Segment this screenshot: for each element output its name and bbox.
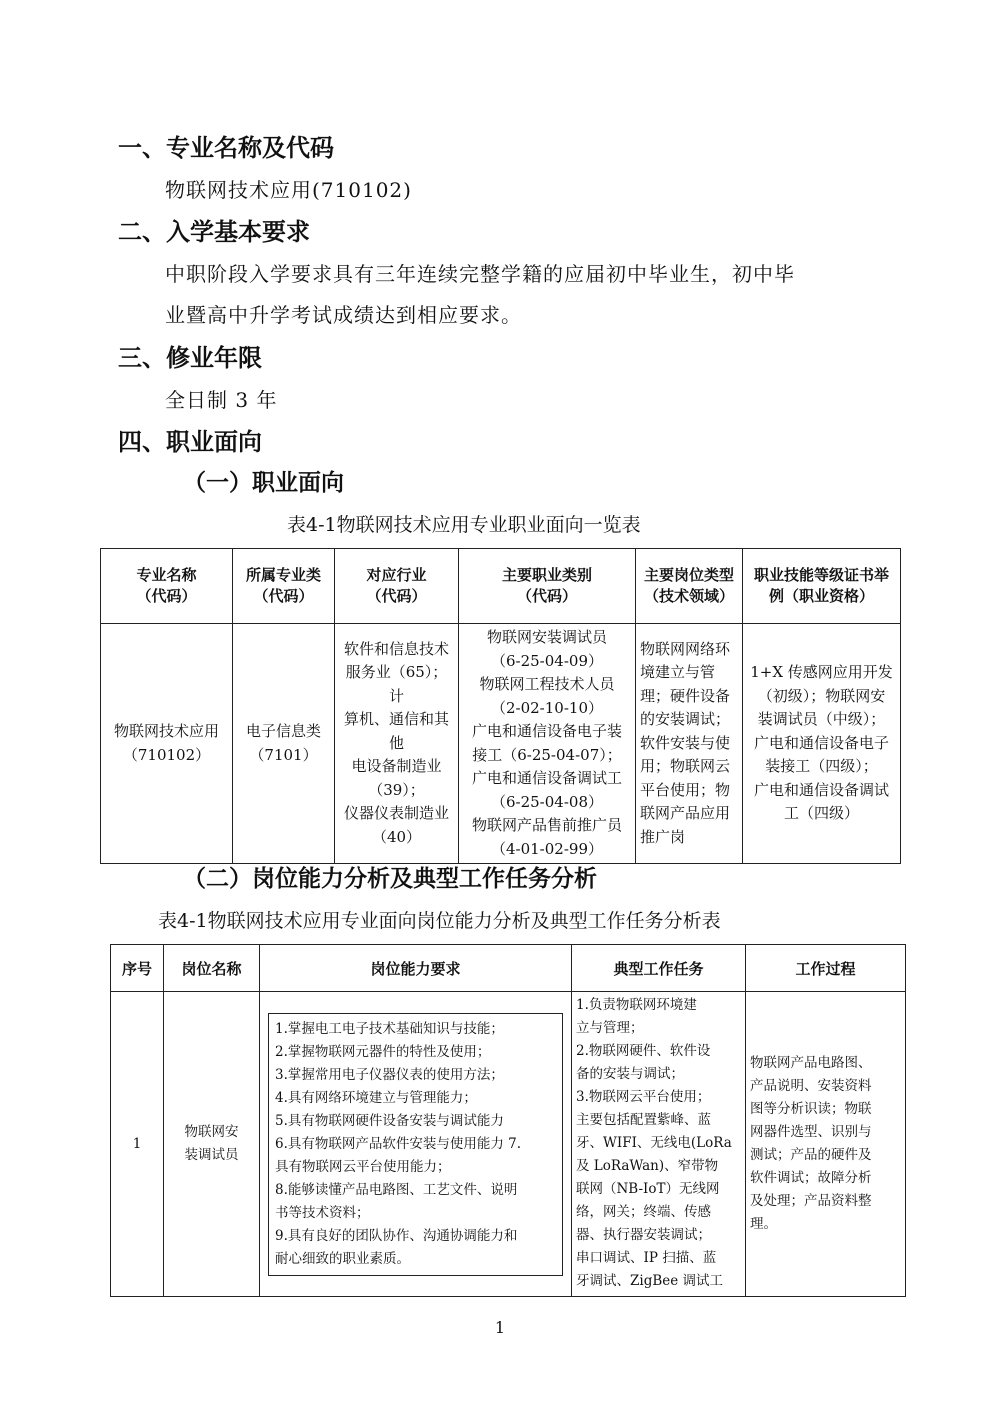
cell-post-name: 物联网安 装调试员 — [164, 992, 260, 1297]
section-heading-2: 二、入学基本要求 — [118, 218, 310, 246]
admission-text-line1: 中职阶段入学要求具有三年连续完整学籍的应届初中毕业生，初中毕 — [165, 262, 795, 286]
header-major-name: 专业名称 （代码） — [101, 549, 233, 624]
table-header-row — [101, 549, 901, 624]
cell-tasks: 1.负责物联网环境建 立与管理； 2.物联网硬件、软件设 备的安装与调试； 3.物联网云平台使用； 主要包括配置紫峰、蓝 牙、WIFI、无线电(LoRa 及 LoRaWan)、窄带物 联网（NB-IoT）无线网 络，网关；终端、传感 器、执行器安装调试； 串口调试、IP 扫描、蓝 牙调试、ZigBee 调试工 — [572, 992, 746, 1297]
section-heading-3: 三、修业年限 — [118, 344, 262, 372]
header-post-type: 主要岗位类型 （技术领域） — [636, 549, 743, 624]
table-row — [111, 992, 906, 1297]
header-major-category: 所属专业类 （代码） — [233, 549, 335, 624]
header-process: 工作过程 — [746, 945, 906, 992]
admission-text-line2: 业暨高中升学考试成绩达到相应要求。 — [165, 303, 522, 327]
header-tasks: 典型工作任务 — [572, 945, 746, 992]
page-number: 1 — [494, 1318, 506, 1337]
cell-process: 物联网产品电路图、 产品说明、安装资料 图等分析识读；物联 网器件选型、识别与 测试；产品的硬件及 软件调试；故障分析 及处理；产品资料整 理。 — [746, 992, 906, 1297]
table2-caption: 表4-1物联网技术应用专业面向岗位能力分析及典型工作任务分析表 — [158, 910, 721, 932]
header-industry: 对应行业 （代码） — [335, 549, 459, 624]
cell-major-name: 物联网技术应用 （710102） — [101, 624, 233, 864]
header-index: 序号 — [111, 945, 164, 992]
section-heading-1: 一、专业名称及代码 — [118, 134, 334, 162]
cell-occupation: 物联网安装调试员 （6-25-04-09） 物联网工程技术人员 （2-02-10-10） 广电和通信设备电子装 接工（6-25-04-07）； 广电和通信设备调试工 （6-25-04-08） 物联网产品售前推广员 （4-01-02-99） — [459, 624, 636, 864]
header-post-name: 岗位名称 — [164, 945, 260, 992]
header-occupation: 主要职业类别 （代码） — [459, 549, 636, 624]
table-header-row — [111, 945, 906, 992]
career-orientation-table — [100, 548, 901, 864]
header-certificate: 职业技能等级证书举 例（职业资格） — [743, 549, 901, 624]
cell-index: 1 — [111, 992, 164, 1297]
cell-post-type: 物联网网络环 境建立与管 理；硬件设备 的安装调试； 软件安装与使 用；物联网云 平台使用；物 联网产品应用 推广岗 — [636, 624, 743, 864]
major-name-text: 物联网技术应用(710102) — [165, 178, 412, 202]
duration-text: 全日制 3 年 — [165, 388, 278, 412]
table1-caption: 表4-1物联网技术应用专业职业面向一览表 — [287, 514, 641, 536]
table-row — [101, 624, 901, 864]
header-ability: 岗位能力要求 — [260, 945, 572, 992]
subsection-heading-4-2: （二）岗位能力分析及典型工作任务分析 — [183, 866, 597, 892]
section-heading-4: 四、职业面向 — [118, 428, 262, 456]
cell-major-category: 电子信息类 （7101） — [233, 624, 335, 864]
cell-industry: 软件和信息技术 服务业（65）；计 算机、通信和其他 电设备制造业 （39）； 仪器仪表制造业 （40） — [335, 624, 459, 864]
subsection-heading-4-1: （一）职业面向 — [183, 470, 344, 496]
post-ability-table — [110, 944, 906, 1297]
cell-ability-wrapper — [260, 992, 572, 1297]
cell-ability: 1.掌握电工电子技术基础知识与技能； 2.掌握物联网元器件的特性及使用； 3.掌握常用电子仪器仪表的使用方法； 4.具有网络环境建立与管理能力； 5.具有物联网硬件设备安装与调试能力 6.具有物联网产品软件安装与使用能力 7. 具有物联网云平台使用能力； 8.能够读懂产品电路图、工艺文件、说明 书等技术资料； 9.具有良好的团队协作、沟通协调能力和 耐心细致的职业素质。 — [268, 1013, 563, 1276]
cell-certificate: 1+X 传感网应用开发 （初级）；物联网安 装调试员（中级）； 广电和通信设备电子 装接工（四级）； 广电和通信设备调试 工（四级） — [743, 624, 901, 864]
